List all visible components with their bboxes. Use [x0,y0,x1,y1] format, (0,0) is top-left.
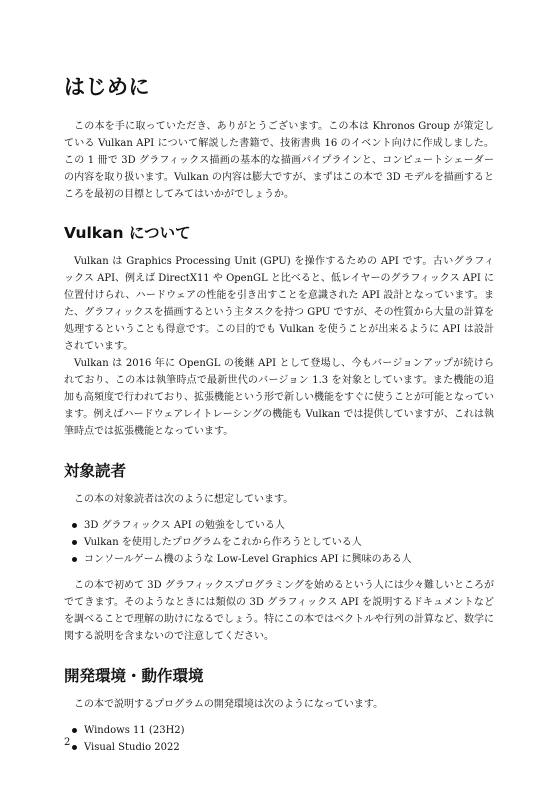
list-item: Vulkan を使用したプログラムをこれから作ろうとしている人 [84,534,494,551]
list-item: Windows 11 (23H2) [84,722,494,739]
lead-paragraph: この本で説明するプログラムの開発環境は次のようになっています。 [74,699,384,710]
paragraph: この本で初めて 3D グラフィックスプログラミングを始めるという人には少々難しいところがでてきます。そのようなときには類似の 3D グラフィックス API を説明するドキュメントなどを調べることで理解の助けになるでしょう。特にこの本ではベクトルや行列の計算など、数学に関する説明を含まないので注意してください。 [64,580,494,642]
list-item: Visual Studio 2022 [84,739,494,756]
section-heading: 開発環境・動作環境 [64,667,204,685]
bullet-icon [72,540,77,545]
paragraph: Vulkan は 2016 年に OpenGL の後継 API として登場し、今もバージョンアップが続けられており、この本は執筆時点で最新世代のバージョン 1.3 を対象としています。また機能の追加も高頻度で行われており、拡張機能という形で新しい機能をすぐに使うことが可能となっています。例えばハードウェアレイトレーシングの機能も Vulkan では提供していますが、これは執筆時点では拡張機能となっています。 [64,358,494,437]
section-heading: 対象読者 [64,462,127,480]
bullet-list [64,517,494,568]
section-about-vulkan [64,223,494,440]
section-target-readers [64,461,494,645]
list-item: コンソールゲーム機のような Low-Level Graphics API に興味のある人 [84,551,494,568]
list-item: 3D グラフィックス API の勉強をしている人 [84,517,494,534]
bullet-icon [72,523,77,528]
section-heading: Vulkan について [64,224,191,242]
intro-paragraph: この本を手に取っていただき、ありがとうございます。この本は Khronos Group が策定している Vulkan API について解説した書籍で、技術書典 16 のイベント向けに作成しました。この 1 冊で 3D グラフィックス描画の基本的な描画パイプラインと、コンピュートシェーダーの内容を取り扱います。Vulkan の内容は膨大ですが、まずはこの本で 3D モデルを描画するところを最初の目標としてみてはいかがでしょうか。 [64,121,494,200]
bullet-icon [72,728,77,733]
paragraph: Vulkan は Graphics Processing Unit (GPU) を操作するための API です。古いグラフィックス API、例えば DirectX11 や OpenGL と比べると、低レイヤーのグラフィックス API に位置付けられ、ハードウェアの性能を引き出すことを意識された API 設計となっています。また、グラフィックスを描画するという主タスクを持つ GPU ですが、その性質から大量の計算を処理するということも得意です。この目的でも Vulkan を使うことが出来るように API は設計されています。 [64,256,494,352]
page-content [64,74,494,765]
lead-paragraph: この本の対象読者は次のように想定しています。 [74,494,294,505]
section-dev-environment [64,666,494,756]
page-number: 2 [64,737,71,748]
bullet-icon [72,557,77,562]
chapter-title: はじめに [64,75,150,99]
bullet-icon [72,745,77,750]
bullet-list [64,722,494,756]
